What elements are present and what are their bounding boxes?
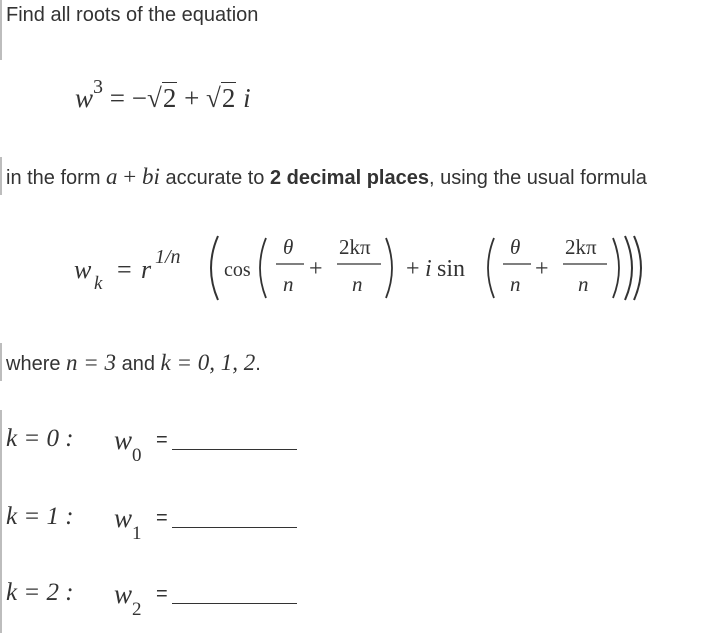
- left-rule-intro: [0, 0, 2, 60]
- answer-blank-k1[interactable]: [172, 527, 297, 528]
- sin-n2: n: [578, 272, 589, 296]
- where-n: n = 3: [66, 350, 117, 375]
- cos-plus: +: [309, 256, 323, 282]
- formula-lhs-sub: k: [94, 273, 103, 294]
- answer-blank-k0[interactable]: [172, 449, 297, 450]
- left-rule-answers: [0, 410, 2, 633]
- form-plus: +: [117, 164, 143, 189]
- answer-label-k1: k = 1 :: [6, 503, 74, 530]
- intro-text: Find all roots of the equation: [6, 4, 259, 26]
- where-text: [6, 350, 261, 376]
- equation-lhs: w: [75, 83, 94, 113]
- formula-sin: sin: [437, 256, 466, 282]
- answer-w2: $w_2$: [114, 579, 142, 621]
- form-bi: bi: [142, 164, 160, 189]
- sin-n1: n: [510, 272, 521, 296]
- formula-lhs: w: [74, 255, 92, 284]
- equation-plus: +: [184, 83, 200, 113]
- where-end: .: [255, 353, 261, 375]
- outer-paren-left: [211, 236, 218, 300]
- equation-equals-minus: = −: [109, 83, 147, 113]
- formula-r-exp: 1/n: [155, 246, 181, 268]
- answer-w0: $w_0$: [114, 425, 142, 467]
- sin-plus: +: [406, 256, 420, 282]
- equation-exponent: 3: [93, 76, 104, 98]
- sin-paren-left: [488, 238, 494, 298]
- answer-w1: $w_1$: [114, 503, 142, 545]
- formula-equals: =: [117, 255, 132, 284]
- instruction-text: [6, 164, 647, 190]
- cos-2kpi: 2kπ: [339, 235, 371, 259]
- form-a: a: [106, 164, 118, 189]
- instruction-middle: accurate to: [159, 167, 270, 189]
- cos-paren-right: [386, 238, 392, 298]
- sin-paren-right: [613, 238, 619, 298]
- outer-paren-right-1: [625, 236, 632, 300]
- instruction-before: in the form: [6, 167, 107, 189]
- formula-r: r: [141, 255, 152, 284]
- sqrt-symbol-1: √2: [146, 83, 177, 113]
- cos-theta: θ: [283, 235, 294, 259]
- cos-paren-left: [260, 238, 266, 298]
- sqrt-arg-2: 2: [221, 83, 236, 113]
- cos-n2: n: [352, 272, 363, 296]
- where-k: k = 0, 1, 2: [160, 350, 256, 375]
- outer-paren-right-2: [634, 236, 641, 300]
- cos-n1: n: [283, 272, 294, 296]
- sqrt-arg-1: 2: [162, 83, 177, 113]
- answer-blank-k2[interactable]: [172, 603, 297, 604]
- left-rule-where: [0, 343, 2, 381]
- where-and: and: [116, 353, 161, 375]
- answer-eq-k1: =: [156, 507, 168, 529]
- answer-eq-k0: =: [156, 429, 168, 451]
- formula-cos: cos: [224, 259, 251, 281]
- where-before: where: [6, 353, 67, 375]
- left-rule-instruction: [0, 157, 2, 195]
- answer-label-k2: k = 2 :: [6, 579, 74, 606]
- decimal-places-bold: 2 decimal places: [269, 167, 429, 189]
- instruction-after: , using the usual formula: [428, 167, 647, 189]
- equation-i: i: [243, 83, 251, 113]
- formula-i: i: [425, 256, 432, 282]
- sin-plus-inner: +: [535, 256, 549, 282]
- main-equation: [75, 76, 251, 114]
- sqrt-symbol-2: √2: [206, 83, 236, 113]
- answer-eq-k2: =: [156, 583, 168, 605]
- sin-2kpi: 2kπ: [565, 235, 597, 259]
- answer-label-k0: k = 0 :: [6, 425, 74, 452]
- sin-theta: θ: [510, 235, 521, 259]
